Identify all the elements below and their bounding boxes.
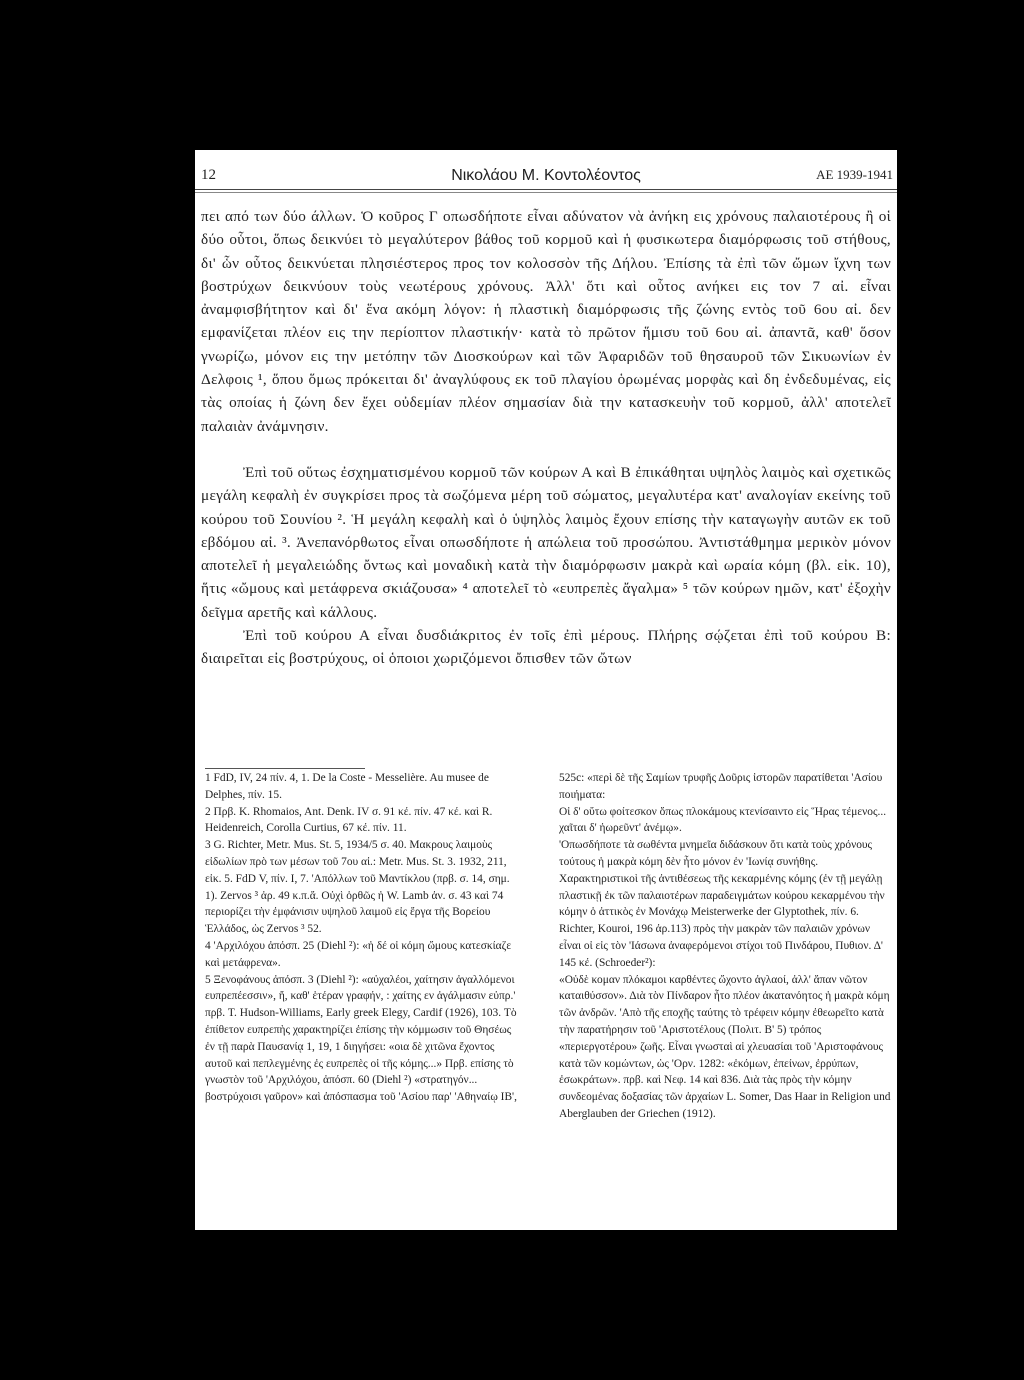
footnote: 4 'Αρχιλόχου ἀπόσπ. 25 (Diehl ²): «ἡ δέ οἱ κόμη ὤμους κατεσκίαζε καὶ μετάφρενα». — [205, 939, 512, 969]
body-paragraph: Ἐπὶ τοῦ οὕτως ἐσχηματισμένου κορμοῦ τῶν κούρων Α καὶ Β ἐπικάθηται υψηλὸς λαιμὸς καὶ σχετικῶς μεγάλη κεφαλὴ ἐν συγκρίσει προς τὰ σωζόμενα μέρη τοῦ σώματος, μεγαλυτέρα κατ' αναλογίαν εκείνης τοῦ κούρου τοῦ Σουνίου ². Ἡ μεγάλη κεφαλὴ καὶ ὁ ὑψηλὸς λαιμὸς ἔχουν επίσης τὴν καταγωγὴν αυτῶν εκ τοῦ εβδόμου αἰ. ³. Ἀνεπανόρθωτος εἶναι οπωσδήποτε ἡ απώλεια τοῦ προσώπου. Ἀντιστάθμημα μερικὸν μόνον αποτελεῖ ἡ μεγαλειώδης ὄντως καὶ μοναδικὴ κατὰ τὴν διαμόρφωσιν μακρὰ καὶ ωραία κόμη (βλ. εἰκ. 10), ἥτις «ὤμους καὶ μετάφρενα σκιάζουσα» ⁴ αποτελεῖ τὸ «ευπρεπὲς ἄγαλμα» ⁵ τῶν κούρων ημῶν, κατ' ἐξοχὴν δεῖγμα αρετῆς καὶ κάλλους. — [201, 463, 891, 621]
footnote: 2 Πρβ. K. Rhomaios, Ant. Denk. IV σ. 91 κέ. πίν. 47 κέ. καὶ R. Heidenreich, Corolla Curtius, 67 κέ. πίν. 11. — [205, 805, 493, 835]
journal-reference: ΑΕ 1939-1941 — [816, 167, 893, 182]
footnote-continuation: «Οὐδὲ κομαν πλόκαμοι καρθέντες ὤχοντο ἀγλαοί, ἀλλ' ἅπαν νῶτον καταιθύσσον». Διὰ τὸν Πίνδαρον ἦτο πλέον ἀκατανόητος ἡ μακρὰ κόμη τῶν ἀνδρῶν. 'Απὸ τῆς εποχῆς ταύτης τὸ τρέφειν κόμην ἐθεωρεῖτο κατὰ τὴν παρατήρησιν τοῦ 'Αριστοτέλους (Πολιτ. Β' 5) τρόπος «περιεργοτέρου» ζωῆς. Εἶναι γνωσταὶ αἱ χλευασίαι τοῦ 'Αριστοφάνους κατὰ τῶν κομώντων, ὡς 'Ορν. 1282: «ἐκόμων, ἐπείνων, ἐρρύπων, ἐσωκράτων». πρβ. καὶ Νεφ. 14 καὶ 836. Διὰ τὰς πρὸς τὴν κόμην συνδεομένας δοξασίας τῶν ἀρχαίων L. Somer, Das Haar in Religion und Aberglauben der Griechen (1912). — [559, 973, 891, 1120]
running-header — [195, 167, 897, 189]
footnote-continuation: 'Οπωσδήποτε τὰ σωθέντα μνημεῖα διδάσκουν ὅτι κατὰ τοὺς χρόνους τούτους ἡ μακρὰ κόμη δὲν ἦτο μόνον ἐν 'Ιωνίᾳ συνήθης. Χαρακτηριστικοὶ τῆς ἀντιθέσεως τῆς κεκαρμένης κόμης (ἐν τῇ μεγάλῃ πλαστικῇ ἐκ τῶν παλαιοτέρων παραδειγμάτων κούρου κεκαρμένου τὴν κόμην ὁ ἀττικὸς ἐν Μονάχῳ Meisterwerke der Glyptothek, πίν. 6. Richter, Kouroi, 196 ἀρ.113) πρὸς τὴν μακρὰν τῶν παλαιῶν χρόνων εἶναι οἱ εἰς τὸν 'Ιάσωνα ἀναφερόμενοι στίχοι τοῦ Πινδάρου, Πυθιον. Δ' 145 κέ. (Schroeder²): — [559, 839, 885, 969]
page-number: 12 — [201, 167, 216, 183]
body-paragraph: Ἐπὶ τοῦ κούρου Α εἶναι δυσδιάκριτος ἐν τοῖς ἐπὶ μέρους. Πλήρης σῴζεται ἐπὶ τοῦ κούρου Β: διαιρεῖται εἰς βοστρύχους, οἱ ὁποιοι χωριζόμενοι ὄπισθεν τῶν ὤτων — [201, 627, 891, 668]
document-page — [195, 150, 897, 1230]
main-text — [201, 205, 891, 671]
running-title: Νικολάου Μ. Κοντολέοντος — [451, 167, 641, 184]
header-rule-secondary — [195, 192, 897, 193]
footnote: 1 FdD, IV, 24 πίν. 4, 1. De la Coste - Messelière. Au musee de Delphes, πίν. 15. — [205, 772, 489, 801]
body-paragraph: πει από των δύο άλλων. Ὁ κοῦρος Γ οπωσδήποτε εἶναι αδύνατον νὰ ἀνήκη εις χρόνους παλαιοτέρους ἢ οἱ δύο οὗτοι, ὅπως δεικνύει τὸ μεγαλύτερον βάθος τοῦ κορμοῦ καὶ ἡ φυσικωτερα διαμόρφωσις τοῦ στήθους, δι' ὧν οὗτος δεικνύεται πλησιέστερος προς τον κολοσσὸν τῆς Δήλου. Ἐπίσης τὰ ἐπὶ τῶν ὤμων ἴχνη των βοστρύχων δεικνύουν τοὺς νεωτέρους χρόνους. Ἀλλ' ὅτι καὶ οὗτος ανήκει εις τον 7 αἰ. εἶναι ἀναμφισβήτητον καὶ δι' ἕνα ακόμη λόγον: ἡ πλαστικὴ διαμόρφωσις τῆς ζώνης εντὸς τοῦ 6ου αἰ. δεν εμφανίζεται πλέον εις την περίοπτον πλαστικήν· κατὰ τὸ πρῶτον ἥμισυ τοῦ 6ου αἰ. ἀπαντᾶ, καθ' ὅσον γνωρίζω, μόνον εις την μετόπην τῶν Διοσκούρων καὶ τῶν Ἀφαριδῶν τοῦ θησαυροῦ τῶν Σικυωνίων ἐν Δελφοις ¹, ὅπου ὅμως πρόκειται δι' ἀναγλύφους εκ τοῦ πλαγίου ὁρωμένας μορφὰς καὶ δη ἐνδεδυμένας, εἰς τὰς οποίας ἡ ζώνη δεν ἔχει οὐδεμίαν πλέον σημασίαν διὰ την κατασκευὴν τοῦ κορμοῦ, ἀλλ' αποτελεῖ παλαιὰν ἀνάμνησιν. — [201, 208, 891, 435]
footnote-continuation: Οἱ δ' οὕτω φοίτεσκον ὅπως πλοκάμους κτενίσαιντο εἰς Ἥρας τέμενος... χαῖται δ' ἠωρεῦντ' ἀνέμῳ». — [559, 805, 887, 835]
footnote: 3 G. Richter, Metr. Mus. St. 5, 1934/5 σ. 40. Μακρους λαιμοὺς εἰδωλίων πρὸ των μέσων τοῦ 7ου αἰ.: Metr. Mus. St. 3. 1932, 211, εἰκ. 5. FdD V, πίν. I, 7. 'Απόλλων τοῦ Μαντίκλου (πρβ. σ. 14, σημ. 1). Zervos ³ ἀρ. 49 κ.π.ἄ. Οὐχὶ ὀρθῶς ἡ W. Lamb ἀν. σ. 43 καὶ 74 περιορίζει τὴν ἐμφάνισιν υψηλοῦ λαιμοῦ εἰς ἔργα τῆς Βορείου Ἑλλάδος, ὡς Zervos ³ 52. — [205, 839, 510, 936]
footnotes-right-column — [559, 770, 891, 1123]
footnote-rule — [205, 768, 365, 769]
footnote-continuation: 525c: «περὶ δὲ τῆς Σαμίων τρυφῆς Δοῦρις ἱστορῶν παρατίθεται 'Ασίου ποιήματα: — [559, 772, 883, 801]
header-rule — [195, 189, 897, 190]
footnotes-left-column — [205, 770, 520, 1106]
footnote: 5 Ξενοφάνους ἀπόσπ. 3 (Diehl ²): «αὐχαλέοι, χαίτησιν ἀγαλλόμενοι ευπρεπέεσσιν», ἤ, καθ' ἑτέραν γραφήν, : χαίτης εν ἀγάλμασιν εὐπρ.' πρβ. T. Hudson-Williams, Early greek Elegy, Cardif (1926), 103. Τὸ ἐπίθετον ευπρεπὴς χαρακτηρίζει ἐπίσης τὴν κόμμωσιν τοῦ Θησέως ἐν τῇ παρὰ Παυσανίᾳ 1, 19, 1 διηγήσει: «οια δὲ χιτῶνα ἔχοντος αυτοῦ καὶ πεπλεγμένης ἐς ευπρεπὲς οἱ τῆς κόμης...» Πρβ. επίσης τὸ γνωστὸν τοῦ 'Αρχιλόχου, ἀπόσπ. 60 (Diehl ²) «στρατηγόν... βοστρύχοισι γαῦρον» καὶ ἀπόσπασμα τοῦ 'Ασίου παρ' 'Αθηναίῳ ΙΒ', — [205, 973, 517, 1104]
